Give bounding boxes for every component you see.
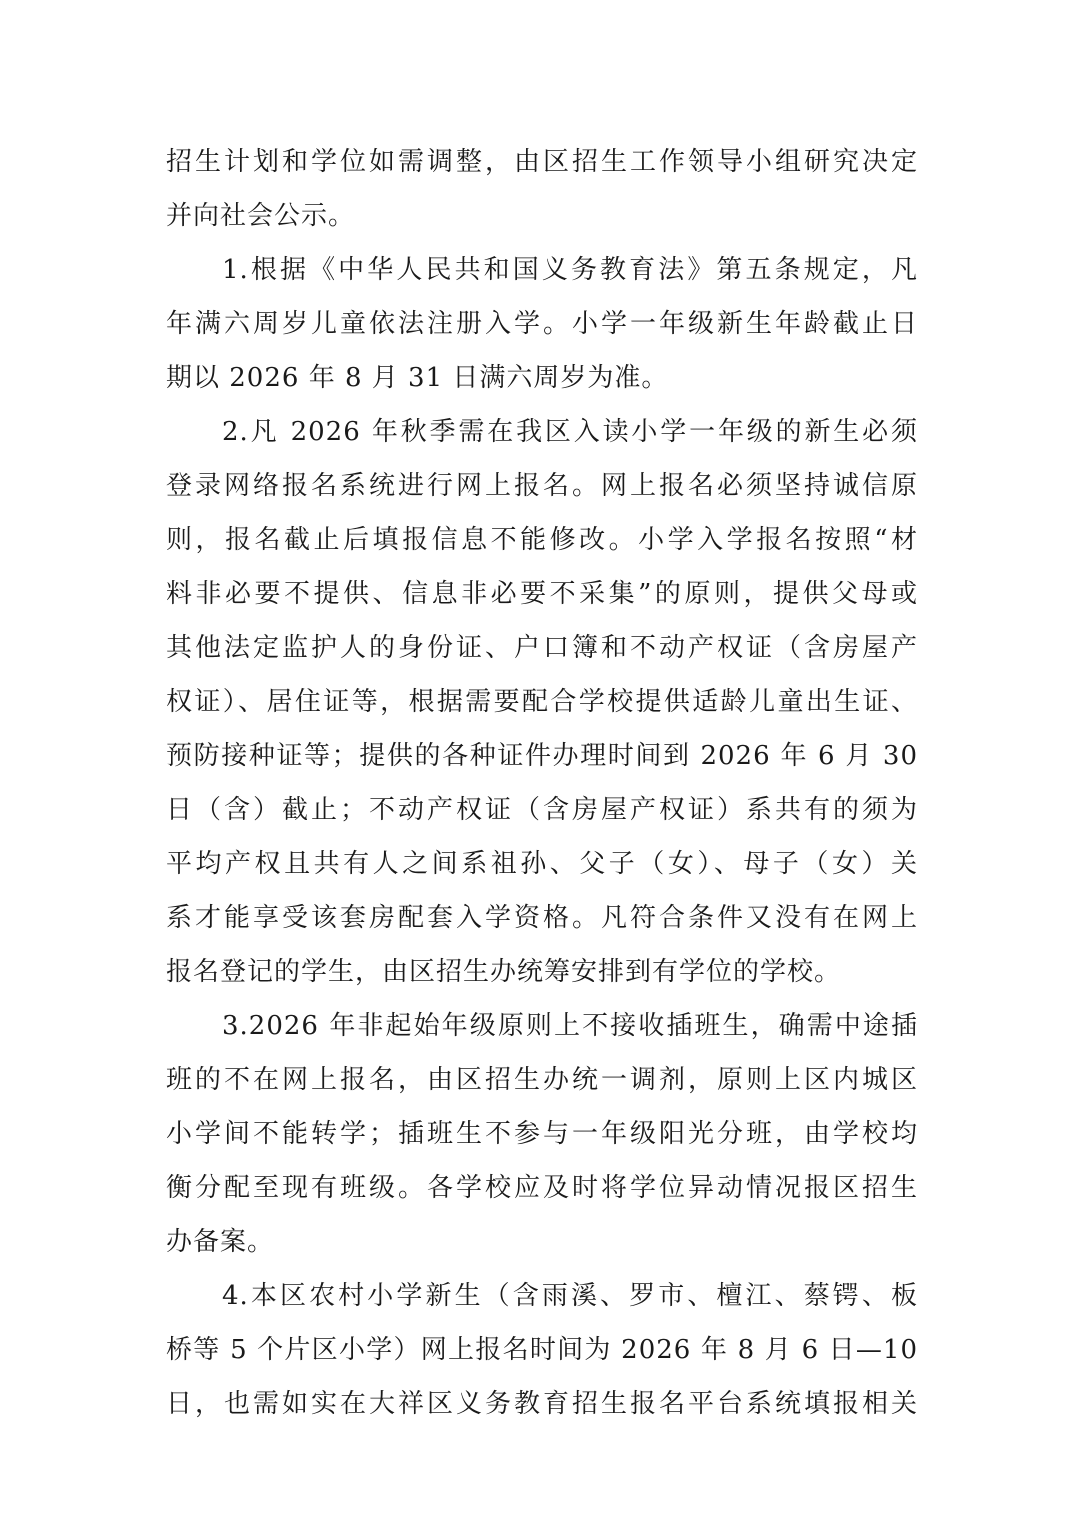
document-line: 报名登记的学生，由区招生办统筹安排到有学位的学校。 [166, 957, 842, 987]
document-line: 预防接种证等；提供的各种证件办理时间到 2026 年 6 月 30 [166, 741, 918, 771]
document-line: 系才能享受该套房配套入学资格。凡符合条件又没有在网上 [166, 903, 918, 933]
document-body [166, 135, 918, 1431]
document-line: 登录网络报名系统进行网上报名。网上报名必须坚持诚信原 [166, 471, 918, 501]
document-line: 日，也需如实在大祥区义务教育招生报名平台系统填报相关 [166, 1389, 918, 1419]
document-line: 并向社会公示。 [166, 201, 356, 231]
document-line: 小学间不能转学；插班生不参与一年级阳光分班，由学校均 [166, 1119, 918, 1149]
document-line: 平均产权且共有人之间系祖孙、父子（女）、母子（女）关 [166, 849, 918, 879]
document-line: 桥等 5 个片区小学）网上报名时间为 2026 年 8 月 6 日—10 [166, 1335, 918, 1365]
document-line: 其他法定监护人的身份证、户口簿和不动产权证（含房屋产 [166, 633, 918, 663]
document-line: 期以 2026 年 8 月 31 日满六周岁为准。 [166, 363, 669, 393]
document-line: 日（含）截止；不动产权证（含房屋产权证）系共有的须为 [166, 795, 918, 825]
document-line: 3.2026 年非起始年级原则上不接收插班生，确需中途插 [222, 1011, 918, 1041]
document-line: 年满六周岁儿童依法注册入学。小学一年级新生年龄截止日 [166, 309, 918, 339]
document-line: 料非必要不提供、信息非必要不采集”的原则，提供父母或 [166, 579, 918, 609]
document-line: 办备案。 [166, 1227, 275, 1257]
document-line: 权证）、居住证等，根据需要配合学校提供适龄儿童出生证、 [166, 687, 918, 717]
document-line: 则，报名截止后填报信息不能修改。小学入学报名按照“材 [166, 525, 918, 555]
document-line: 4.本区农村小学新生（含雨溪、罗市、檀江、蔡锷、板 [222, 1281, 918, 1311]
document-line: 2.凡 2026 年秋季需在我区入读小学一年级的新生必须 [222, 417, 918, 447]
document-line: 班的不在网上报名，由区招生办统一调剂，原则上区内城区 [166, 1065, 918, 1095]
document-line: 招生计划和学位如需调整，由区招生工作领导小组研究决定 [166, 147, 918, 177]
document-line: 衡分配至现有班级。各学校应及时将学位异动情况报区招生 [166, 1173, 918, 1203]
document-line: 1.根据《中华人民共和国义务教育法》第五条规定，凡 [222, 255, 918, 285]
